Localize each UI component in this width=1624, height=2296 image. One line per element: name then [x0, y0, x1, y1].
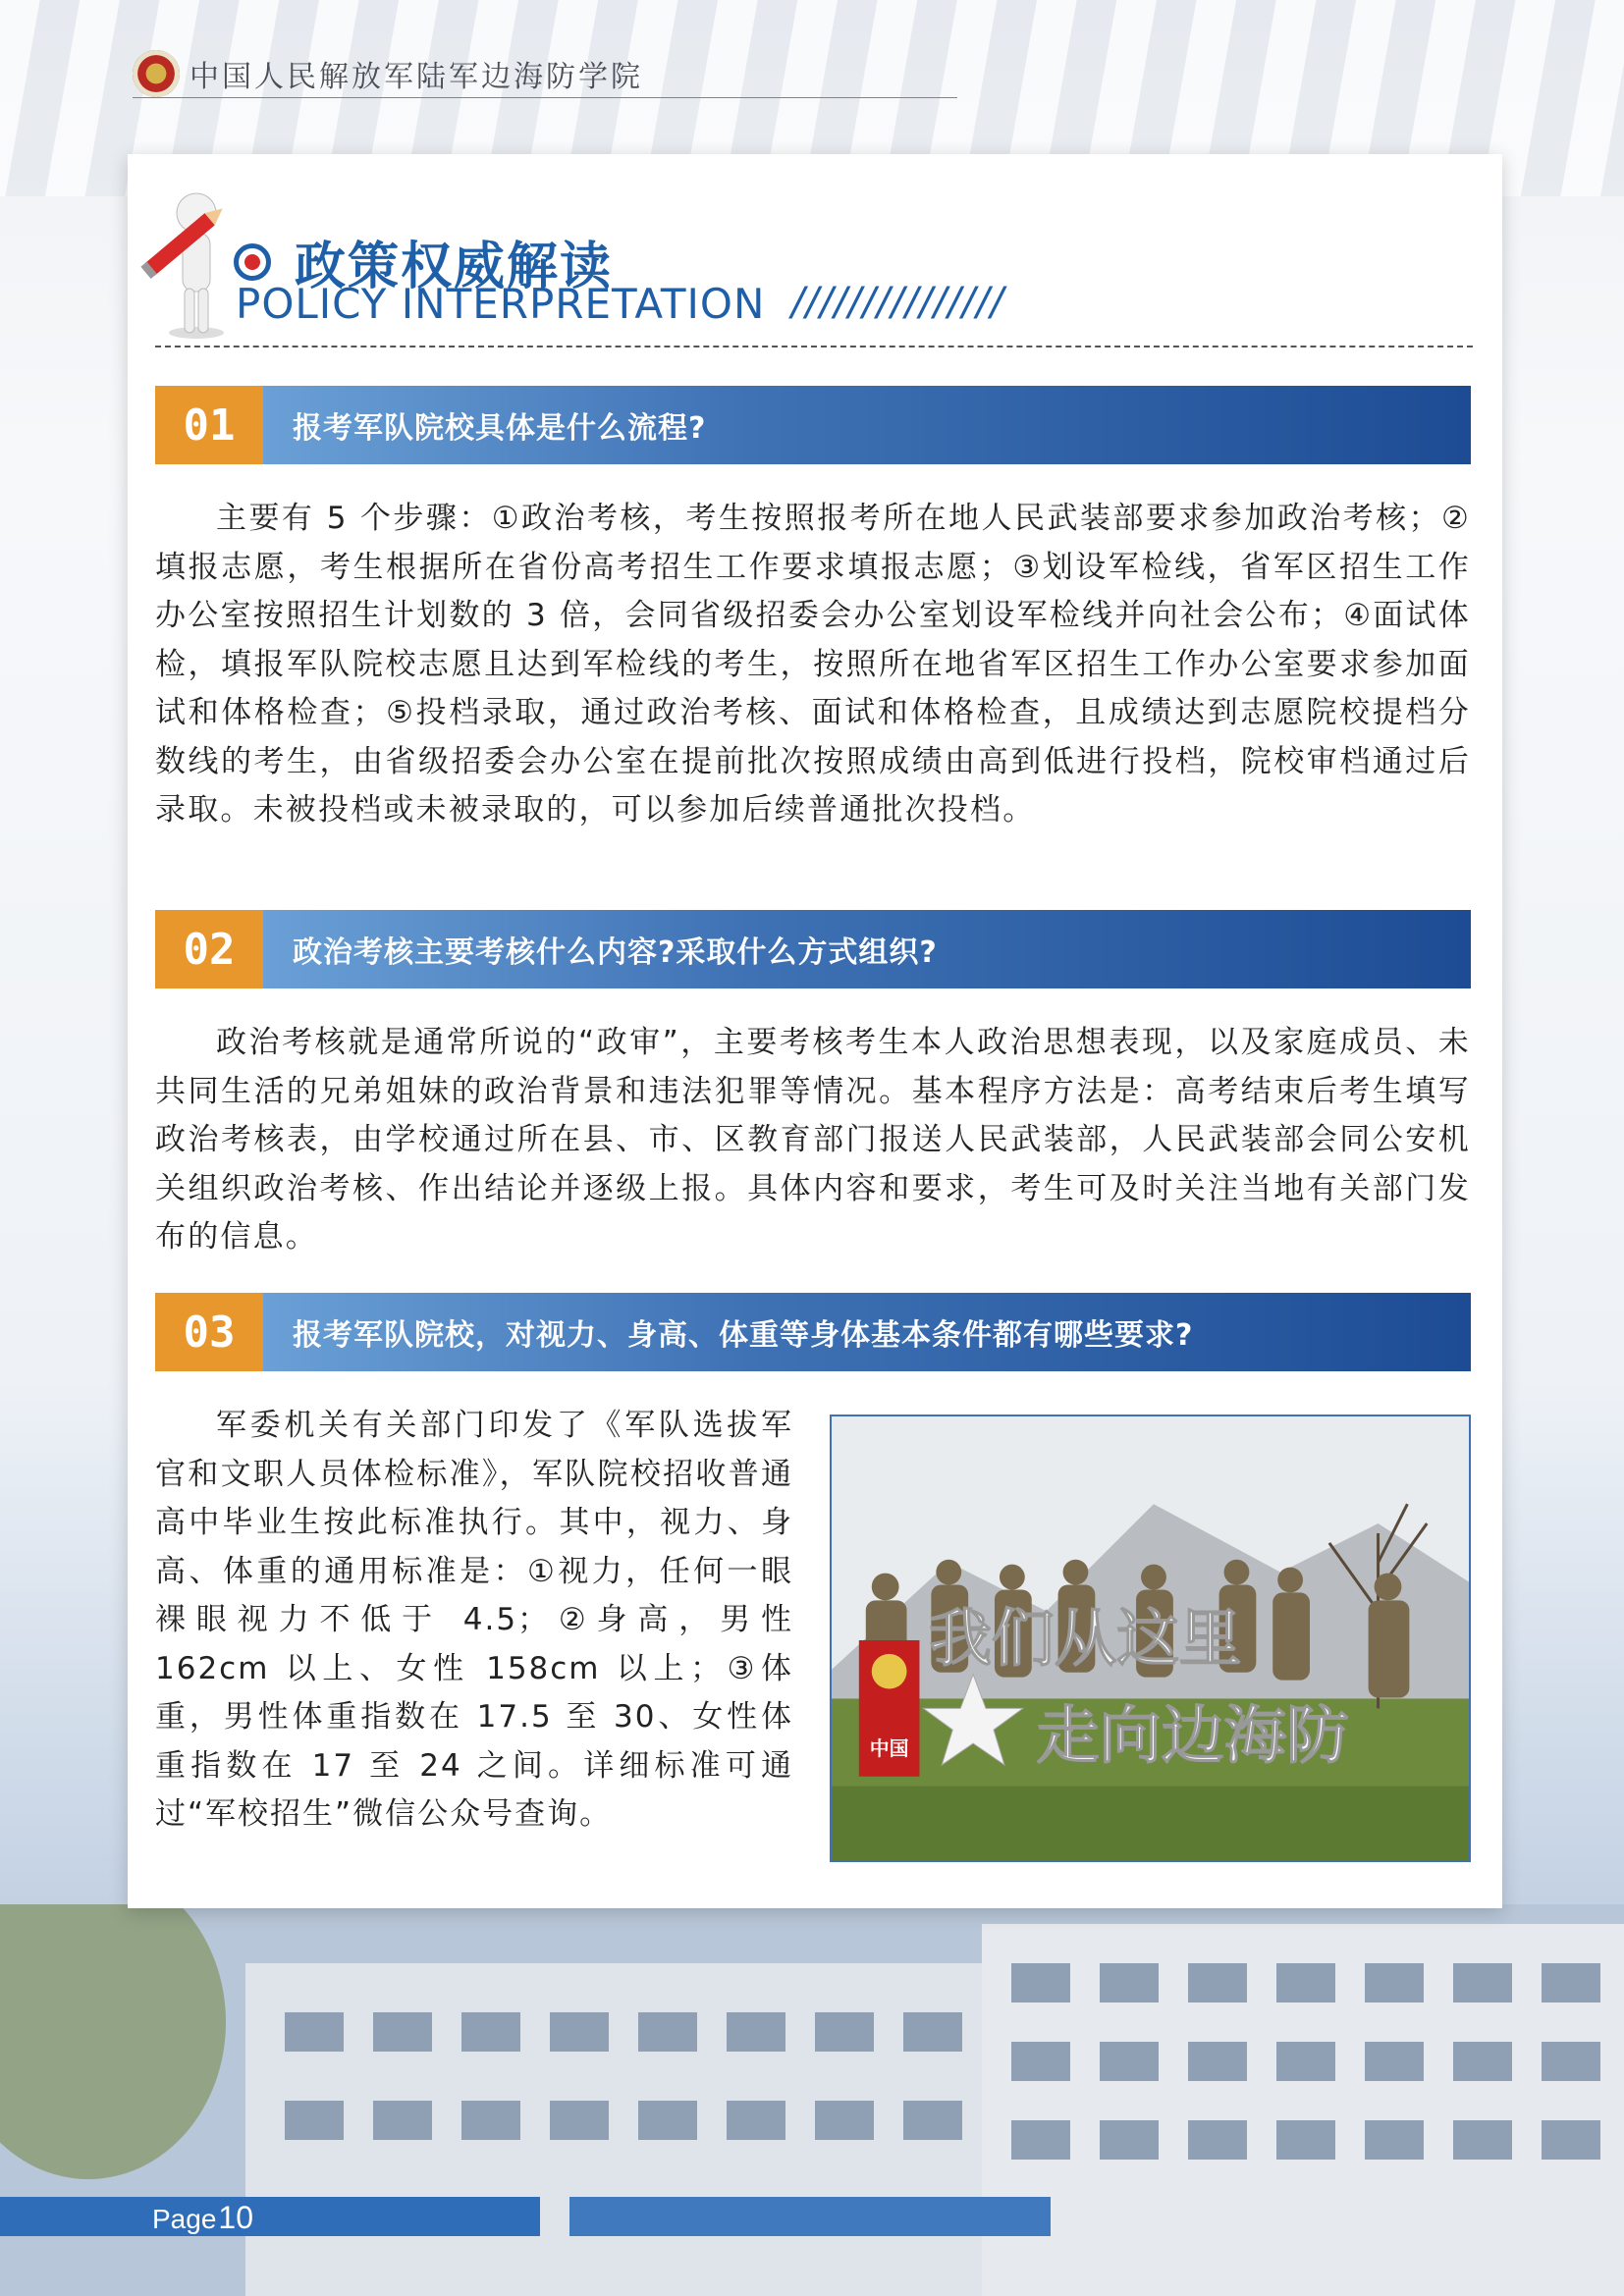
podium-text: 中国 — [869, 1736, 909, 1760]
question-bar-2 — [155, 910, 1471, 988]
org-name: 中国人民解放军陆军边海防学院 — [189, 59, 643, 94]
academy-emblem-icon — [133, 50, 180, 97]
answer-paragraph-3: 军委机关有关部门印发了《军队选拔军官和文职人员体检标准》，军队院校招收普通高中毕业生按此标准执行。其中，视力、身高、体重的通用标准是：①视力，任何一眼裸眼视力不低于 4.5；②身高，男性 162cm 以上、女性 158cm 以上；③体重，男性体重指数在 17.5 至 30、女性体重指数在 17 至 24 之间。详细标准可通过“军校招生”微信公众号查询。 — [155, 1408, 793, 1832]
photo-sign-line-2: 走向边海防 — [1036, 1699, 1349, 1772]
question-bar-1 — [155, 386, 1471, 464]
top-header — [133, 49, 957, 98]
section-title-cn: 政策权威解读 — [295, 238, 614, 296]
answer-paragraph-2: 政治考核就是通常所说的“政审”，主要考核考生本人政治思想表现，以及家庭成员、未共同生活的兄弟姐妹的政治背景和违法犯罪等情况。基本程序方法是：高考结束后考生填写政治考核表，由学校通过所在县、市、区教育部门报送人民武装部，人民武装部会同公安机关组织政治考核、作出结论并逐级上报。具体内容和要求，考生可及时关注当地有关部门发布的信息。 — [155, 1025, 1471, 1255]
page-number-label — [152, 2200, 253, 2235]
page-number: 10 — [218, 2200, 253, 2235]
question-title: 政治考核主要考核什么内容?采取什么方式组织? — [263, 910, 1471, 988]
target-bullet-icon — [234, 243, 271, 281]
page-word: Page — [152, 2204, 217, 2234]
footer-bar-left — [0, 2197, 540, 2236]
cadets-group-photo — [830, 1415, 1471, 1862]
question-bar-3 — [155, 1293, 1471, 1371]
decorative-slashes: /////////////// — [791, 280, 1005, 325]
question-title: 报考军队院校，对视力、身高、体重等身体基本条件都有哪些要求? — [263, 1293, 1471, 1371]
photo-sign-line-1: 我们从这里 — [929, 1601, 1242, 1675]
campus-building-background — [0, 1904, 1624, 2296]
question-number: 03 — [155, 1293, 263, 1371]
question-title: 报考军队院校具体是什么流程? — [263, 386, 1471, 464]
answer-paragraph-1: 主要有 5 个步骤：①政治考核，考生按照报考所在地人民武装部要求参加政治考核；②填报志愿，考生根据所在省份高考招生工作要求填报志愿；③划设军检线，省军区招生工作办公室按照招生计划数的 3 倍，会同省级招委会办公室划设军检线并向社会公布；④面试体检，填报军队院校志愿且达到军检线的考生，按照所在地省军区招生工作办公室要求参加面试和体格检查；⑤投档录取，通过政治考核、面试和体格检查，且成绩达到志愿院校提档分数线的考生，由省级招委会办公室在提前批次按照成绩由高到低进行投档，院校审档通过后录取。未被投档或未被录取的，可以参加后续普通批次投档。 — [155, 501, 1471, 828]
footer-bar-right — [569, 2197, 1051, 2236]
section-title-en: POLICY INTERPRETATION — [236, 280, 766, 328]
question-number: 01 — [155, 386, 263, 464]
question-number: 02 — [155, 910, 263, 988]
content-card — [128, 154, 1502, 1908]
dashed-divider — [155, 346, 1473, 347]
pencil-mascot-icon — [135, 186, 244, 343]
